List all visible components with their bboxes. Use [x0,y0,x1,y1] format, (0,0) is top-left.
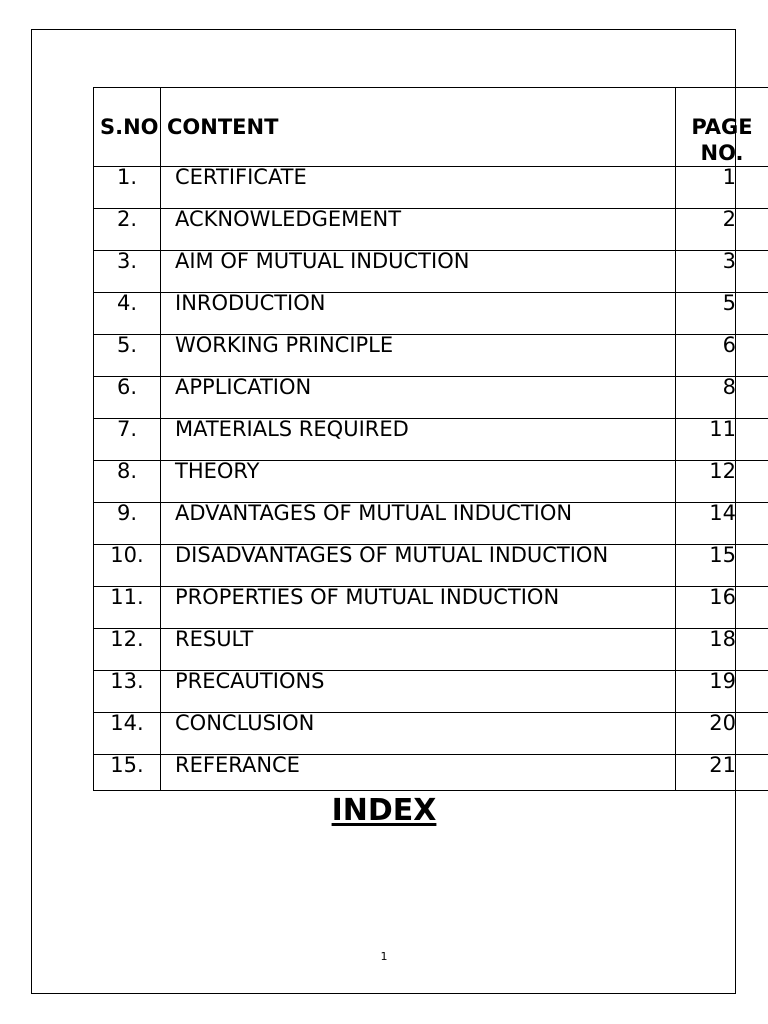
table-row [94,629,768,671]
row-sno: 9. [94,503,161,545]
table-header-row [94,88,768,167]
table-row [94,209,768,251]
row-content: ADVANTAGES OF MUTUAL INDUCTION [161,503,676,545]
row-content: CONCLUSION [161,713,676,755]
row-page: 1 [676,167,768,209]
row-page: 16 [676,587,768,629]
header-page-no [676,88,768,167]
table-row [94,713,768,755]
row-page: 5 [676,293,768,335]
row-content: PROPERTIES OF MUTUAL INDUCTION [161,587,676,629]
table-row [94,503,768,545]
row-sno: 7. [94,419,161,461]
row-sno: 10. [94,545,161,587]
row-sno: 11. [94,587,161,629]
row-content: DISADVANTAGES OF MUTUAL INDUCTION [161,545,676,587]
header-content: CONTENT [161,88,676,167]
table-row [94,293,768,335]
page-number: 1 [380,950,388,963]
row-page: 12 [676,461,768,503]
row-page: 3 [676,251,768,293]
row-content: MATERIALS REQUIRED [161,419,676,461]
row-page: 2 [676,209,768,251]
row-page: 18 [676,629,768,671]
row-page: 15 [676,545,768,587]
row-page: 6 [676,335,768,377]
row-content: PRECAUTIONS [161,671,676,713]
table-row [94,167,768,209]
row-sno: 4. [94,293,161,335]
row-sno: 14. [94,713,161,755]
row-sno: 2. [94,209,161,251]
row-content: INRODUCTION [161,293,676,335]
row-page: 19 [676,671,768,713]
row-content: REFERANCE [161,755,676,791]
index-table [93,87,768,791]
row-sno: 12. [94,629,161,671]
table-row [94,545,768,587]
header-page-line1: PAGE [691,115,753,139]
row-content: AIM OF MUTUAL INDUCTION [161,251,676,293]
table-row [94,251,768,293]
row-page: 14 [676,503,768,545]
table-row [94,377,768,419]
header-page-line2: NO. [700,141,744,165]
table-row [94,335,768,377]
table-row [94,587,768,629]
row-page: 11 [676,419,768,461]
row-sno: 3. [94,251,161,293]
row-content: APPLICATION [161,377,676,419]
row-sno: 8. [94,461,161,503]
table-row [94,419,768,461]
row-sno: 15. [94,755,161,791]
index-title: INDEX [331,793,437,828]
row-content: RESULT [161,629,676,671]
row-page: 20 [676,713,768,755]
table-row [94,755,768,791]
row-page: 21 [676,755,768,791]
header-sno: S.NO [94,88,161,167]
row-content: THEORY [161,461,676,503]
row-content: WORKING PRINCIPLE [161,335,676,377]
row-sno: 13. [94,671,161,713]
row-sno: 5. [94,335,161,377]
table-row [94,461,768,503]
row-page: 8 [676,377,768,419]
row-sno: 6. [94,377,161,419]
row-sno: 1. [94,167,161,209]
table-row [94,671,768,713]
table-body [94,167,768,791]
row-content: CERTIFICATE [161,167,676,209]
row-content: ACKNOWLEDGEMENT [161,209,676,251]
